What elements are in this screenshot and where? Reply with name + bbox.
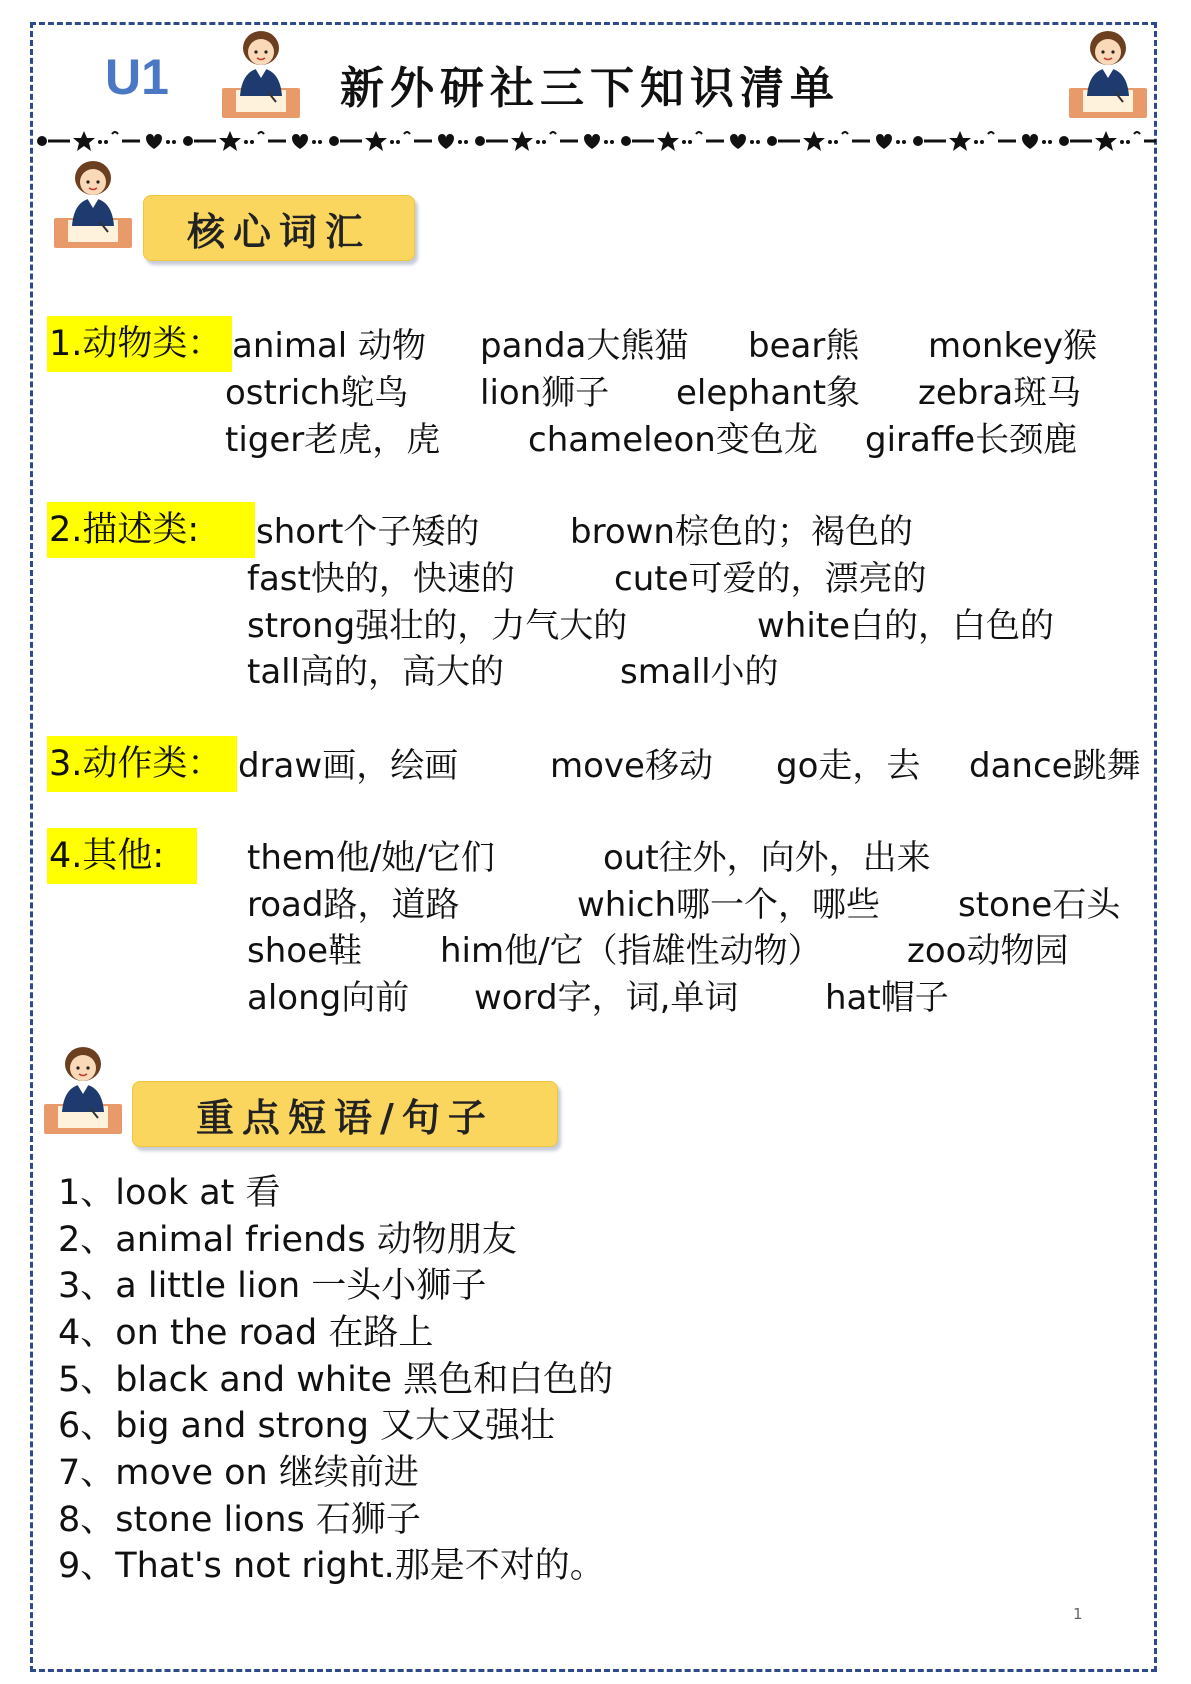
vocab-word: out往外，向外，出来 bbox=[603, 838, 931, 878]
phrase-item: 9、That's not right.那是不对的。 bbox=[58, 1546, 605, 1586]
vocab-word: giraffe长颈鹿 bbox=[865, 420, 1078, 460]
vocab-word: tall高的，高大的 bbox=[247, 652, 505, 692]
student-writing-icon bbox=[50, 156, 136, 252]
phrase-item: 4、on the road 在路上 bbox=[58, 1313, 434, 1353]
category-label-actions: 3.动作类： bbox=[47, 736, 237, 792]
vocab-word: along向前 bbox=[247, 978, 410, 1018]
vocab-word: draw画，绘画 bbox=[238, 746, 459, 786]
vocab-word: zebra斑马 bbox=[918, 373, 1082, 413]
phrase-item: 1、look at 看 bbox=[58, 1173, 281, 1213]
category-label-animals: 1.动物类： bbox=[47, 316, 232, 372]
vocab-word: monkey猴 bbox=[928, 326, 1097, 366]
vocab-word: strong强壮的，力气大的 bbox=[247, 606, 628, 646]
phrase-item: 5、black and white 黑色和白色的 bbox=[58, 1360, 614, 1400]
vocab-word: go走，去 bbox=[776, 746, 921, 786]
vocab-word: animal 动物 bbox=[232, 326, 427, 366]
vocab-word: elephant象 bbox=[676, 373, 861, 413]
page-title: 新外研社三下知识清单 bbox=[340, 63, 840, 114]
vocab-word: ostrich鸵鸟 bbox=[225, 373, 409, 413]
vocab-word: hat帽子 bbox=[825, 978, 949, 1018]
phrase-item: 6、big and strong 又大又强壮 bbox=[58, 1406, 556, 1446]
phrase-item: 7、move on 继续前进 bbox=[58, 1453, 419, 1493]
star-heart-border bbox=[36, 128, 1156, 154]
vocab-word: brown棕色的；褐色的 bbox=[570, 512, 913, 552]
vocab-word: them他/她/它们 bbox=[247, 838, 495, 878]
vocab-word: him他/它（指雄性动物） bbox=[440, 931, 822, 971]
phrase-item: 2、animal friends 动物朋友 bbox=[58, 1220, 517, 1260]
category-label-others: 4.其他: bbox=[47, 828, 197, 884]
vocab-word: tiger老虎，虎 bbox=[225, 420, 441, 460]
vocab-word: move移动 bbox=[550, 746, 713, 786]
phrase-item: 3、a little lion 一头小狮子 bbox=[58, 1266, 487, 1306]
vocab-word: which哪一个，哪些 bbox=[577, 885, 881, 925]
vocab-word: white白的，白色的 bbox=[757, 606, 1055, 646]
vocab-word: shoe鞋 bbox=[247, 931, 362, 971]
section-heading-vocab: 核心词汇 bbox=[143, 195, 415, 261]
vocab-word: lion狮子 bbox=[480, 373, 610, 413]
vocab-word: small小的 bbox=[620, 652, 779, 692]
section-heading-phrases: 重点短语/句子 bbox=[132, 1081, 558, 1147]
vocab-word: dance跳舞 bbox=[969, 746, 1141, 786]
vocab-word: cute可爱的，漂亮的 bbox=[614, 559, 927, 599]
vocab-word: bear熊 bbox=[748, 326, 860, 366]
vocab-word: chameleon变色龙 bbox=[528, 420, 818, 460]
vocab-word: zoo动物园 bbox=[907, 931, 1069, 971]
vocab-word: fast快的，快速的 bbox=[247, 559, 515, 599]
vocab-word: road路，道路 bbox=[247, 885, 460, 925]
vocab-word: stone石头 bbox=[958, 885, 1121, 925]
vocab-word: short个子矮的 bbox=[256, 512, 480, 552]
vocab-word: word字，词,单词 bbox=[474, 978, 739, 1018]
page-number: 1 bbox=[1073, 1605, 1083, 1623]
unit-label: U1 bbox=[105, 49, 169, 105]
category-label-describe: 2.描述类: bbox=[47, 502, 255, 558]
student-writing-icon bbox=[218, 26, 304, 122]
vocab-word: panda大熊猫 bbox=[480, 326, 689, 366]
student-writing-icon bbox=[1065, 26, 1151, 122]
student-writing-icon bbox=[40, 1042, 126, 1138]
phrase-item: 8、stone lions 石狮子 bbox=[58, 1500, 421, 1540]
